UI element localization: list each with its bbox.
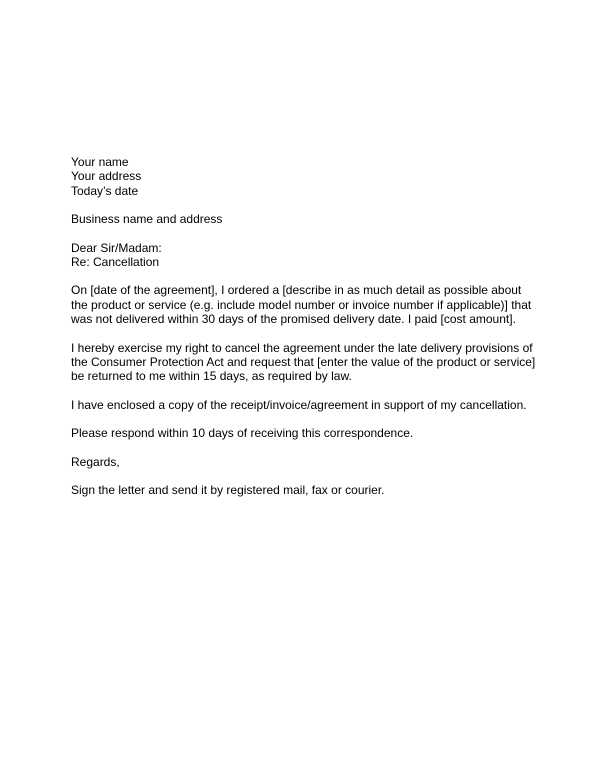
paragraph-enclosure bbox=[71, 398, 541, 412]
paragraph-line: the product or service (e.g. include model number or invoice number if applicable)] that bbox=[71, 297, 532, 312]
recipient-business: Business name and address bbox=[71, 212, 223, 227]
paragraph-line: was not delivered within 30 days of the promised delivery date. I paid [cost amount]. bbox=[71, 312, 516, 327]
closing-regards bbox=[71, 455, 541, 469]
paragraph-line: Please respond within 10 days of receiving this correspondence. bbox=[71, 426, 414, 441]
letter-date: Today’s date bbox=[71, 183, 139, 198]
closing-instruction bbox=[71, 483, 541, 497]
letter-body bbox=[71, 155, 541, 498]
paragraph-line: the Consumer Protection Act and request that [enter the value of the product or service] bbox=[71, 355, 536, 370]
salutation-block bbox=[71, 241, 541, 270]
instruction-text: Sign the letter and send it by registered mail, fax or courier. bbox=[71, 483, 385, 498]
paragraph-response-request bbox=[71, 426, 541, 440]
sender-address: Your address bbox=[71, 169, 142, 184]
subject-line: Re: Cancellation bbox=[71, 255, 160, 270]
paragraph-line: On [date of the agreement], I ordered a [describe in as much detail as possible about bbox=[71, 283, 522, 298]
salutation-greeting: Dear Sir/Madam: bbox=[71, 240, 162, 255]
paragraph-line: I have enclosed a copy of the receipt/invoice/agreement in support of my cancellation. bbox=[71, 397, 527, 412]
sender-name: Your name bbox=[71, 155, 129, 169]
paragraph-line: be returned to me within 15 days, as required by law. bbox=[71, 369, 352, 384]
paragraph-cancellation-request bbox=[71, 341, 541, 384]
recipient-block bbox=[71, 212, 541, 226]
sender-block bbox=[71, 155, 541, 198]
paragraph-order-details bbox=[71, 283, 541, 326]
regards-text: Regards, bbox=[71, 454, 120, 469]
paragraph-line: I hereby exercise my right to cancel the agreement under the late delivery provisions of bbox=[71, 340, 533, 355]
